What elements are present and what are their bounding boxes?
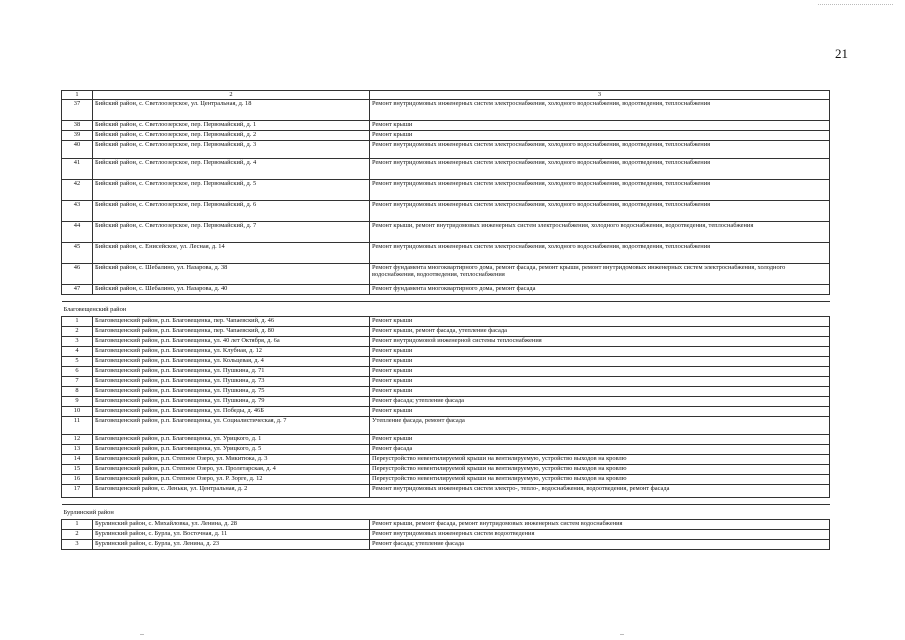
row-address: Благовещенский район, р.п. Степное Озеро, ул. Микитюка, д. 3: [93, 455, 370, 465]
header-col-3: 3: [370, 91, 830, 100]
row-address: Бурлинский район, с. Бурла, ул. Восточная, д. 11: [93, 530, 370, 540]
row-number: 37: [62, 100, 93, 121]
row-address: Благовещенский район, р.п. Благовещенка, ул. Социалистическая, д. 7: [93, 417, 370, 435]
row-work-type: Переустройство невентилируемой крыши на вентилируемую, устройство выходов на кровлю: [370, 455, 830, 465]
row-address: Бийский район, с. Светлоозерское, ул. Центральная, д. 18: [93, 100, 370, 121]
row-address: Бийский район, с. Светлоозерское, пер. Первомайский, д. 3: [93, 141, 370, 159]
table-row: [62, 337, 830, 347]
table-row: [62, 455, 830, 465]
repair-program-table: [61, 90, 830, 550]
table-row: [62, 445, 830, 455]
row-work-type: Ремонт крыши: [370, 317, 830, 327]
table-row: [62, 285, 830, 295]
row-address: Бурлинский район, с. Бурла, ул. Ленина, д. 23: [93, 540, 370, 550]
row-address: Бийский район, с. Светлоозерское, пер. Первомайский, д. 1: [93, 121, 370, 131]
table-row: [62, 530, 830, 540]
row-number: 1: [62, 317, 93, 327]
row-address: Благовещенский район, р.п. Благовещенка, пер. Чапаевский, д. 80: [93, 327, 370, 337]
row-work-type: Ремонт фасада: [370, 445, 830, 455]
table-row: [62, 131, 830, 141]
table-row: [62, 201, 830, 222]
row-work-type: Ремонт фундамента многоквартирного дома, ремонт фасада, ремонт крыши, ремонт внутридомовых инженерных систем электроснабжения, холодного водоснабжения, водоотведения, теплоснабжения: [370, 264, 830, 285]
section-spacer: [62, 498, 830, 505]
row-address: Бийский район, с. Светлоозерское, пер. Первомайский, д. 5: [93, 180, 370, 201]
row-address: Бийский район, с. Шебалино, ул. Назарова, д. 38: [93, 264, 370, 285]
row-work-type: Ремонт крыши: [370, 377, 830, 387]
table-row: [62, 387, 830, 397]
row-work-type: Ремонт крыши, ремонт фасада, ремонт внутридомовых инженерных систем водоснабжения: [370, 520, 830, 530]
row-address: Благовещенский район, р.п. Благовещенка, ул. Пушкина, д. 73: [93, 377, 370, 387]
row-address: Благовещенский район, р.п. Благовещенка, ул. 40 лет Октября, д. 6а: [93, 337, 370, 347]
row-work-type: Ремонт внутридомовых инженерных систем электроснабжения, холодного водоснабжения, водоотведения, теплоснабжения: [370, 100, 830, 121]
table-row: [62, 367, 830, 377]
table-row: [62, 100, 830, 121]
row-number: 42: [62, 180, 93, 201]
row-number: 8: [62, 387, 93, 397]
table-row: [62, 435, 830, 445]
row-number: 44: [62, 222, 93, 243]
row-number: 2: [62, 327, 93, 337]
table-row: [62, 397, 830, 407]
header-col-2: 2: [93, 91, 370, 100]
row-work-type: Ремонт крыши: [370, 387, 830, 397]
row-address: Бийский район, с. Светлоозерское, пер. Первомайский, д. 7: [93, 222, 370, 243]
row-address: Бийский район, с. Шебалино, ул. Назарова, д. 40: [93, 285, 370, 295]
row-number: 6: [62, 367, 93, 377]
row-number: 9: [62, 397, 93, 407]
row-number: 41: [62, 159, 93, 180]
table-row: [62, 317, 830, 327]
row-work-type: Утепление фасада, ремонт фасада: [370, 417, 830, 435]
spacer-cell: [62, 295, 830, 302]
row-number: 4: [62, 347, 93, 357]
row-number: 5: [62, 357, 93, 367]
section-header-row: [62, 505, 830, 520]
row-number: 1: [62, 520, 93, 530]
row-address: Благовещенский район, р.п. Благовещенка, ул. Пушкина, д. 75: [93, 387, 370, 397]
row-work-type: Ремонт крыши: [370, 131, 830, 141]
row-work-type: Ремонт внутридомовых инженерных систем электроснабжения, холодного водоснабжения, водоотведения, теплоснабжения: [370, 201, 830, 222]
row-work-type: Ремонт внутридомовой инженерной системы теплоснабжения: [370, 337, 830, 347]
table-row: [62, 347, 830, 357]
table-row: [62, 264, 830, 285]
table-row: [62, 475, 830, 485]
row-work-type: Ремонт внутридомовых инженерных систем электроснабжения, холодного водоснабжения, водоотведения, теплоснабжения: [370, 159, 830, 180]
row-work-type: Ремонт крыши: [370, 357, 830, 367]
row-work-type: Ремонт фасада; утепление фасада: [370, 540, 830, 550]
table-header-row: [62, 91, 830, 100]
row-address: Благовещенский район, с. Леньки, ул. Центральная, д. 2: [93, 485, 370, 498]
row-number: 3: [62, 337, 93, 347]
row-address: Благовещенский район, р.п. Благовещенка, ул. Урицкого, д. 1: [93, 435, 370, 445]
section-header-row: [62, 302, 830, 317]
row-address: Благовещенский район, р.п. Благовещенка, ул. Урицкого, д. 5: [93, 445, 370, 455]
table-row: [62, 485, 830, 498]
row-work-type: Ремонт внутридомовых инженерных систем электроснабжения, холодного водоснабжения, водоотведения, теплоснабжения: [370, 141, 830, 159]
spacer-cell: [62, 498, 830, 505]
section-title: Бурлинский район: [62, 505, 830, 520]
scan-artifact: [620, 634, 624, 635]
row-address: Бийский район, с. Светлоозерское, пер. Первомайский, д. 4: [93, 159, 370, 180]
table-row: [62, 243, 830, 264]
row-work-type: Ремонт крыши, ремонт фасада, утепление фасада: [370, 327, 830, 337]
row-number: 43: [62, 201, 93, 222]
header-col-1: 1: [62, 91, 93, 100]
scan-artifact: [140, 634, 144, 635]
row-work-type: Переустройство невентилируемой крыши на вентилируемую, устройство выходов на кровлю: [370, 475, 830, 485]
row-work-type: Ремонт внутридомовых инженерных систем водоотведения: [370, 530, 830, 540]
row-number: 2: [62, 530, 93, 540]
row-number: 13: [62, 445, 93, 455]
table-row: [62, 357, 830, 367]
row-work-type: Ремонт крыши: [370, 347, 830, 357]
table-row: [62, 417, 830, 435]
row-work-type: Ремонт крыши: [370, 407, 830, 417]
row-number: 16: [62, 475, 93, 485]
row-number: 46: [62, 264, 93, 285]
row-work-type: Ремонт внутридомовых инженерных систем электроснабжения, холодного водоснабжения, водоотведения, теплоснабжения: [370, 180, 830, 201]
table-row: [62, 327, 830, 337]
row-number: 11: [62, 417, 93, 435]
row-number: 7: [62, 377, 93, 387]
row-work-type: Ремонт фасада; утепление фасада: [370, 397, 830, 407]
row-number: 40: [62, 141, 93, 159]
table-row: [62, 180, 830, 201]
row-number: 15: [62, 465, 93, 475]
row-address: Бурлинский район, с. Михайловка, ул. Ленина, д. 28: [93, 520, 370, 530]
table-row: [62, 222, 830, 243]
row-work-type: Ремонт фундамента многоквартирного дома, ремонт фасада: [370, 285, 830, 295]
row-work-type: Ремонт крыши: [370, 121, 830, 131]
table-row: [62, 121, 830, 131]
row-number: 39: [62, 131, 93, 141]
row-number: 14: [62, 455, 93, 465]
table-row: [62, 159, 830, 180]
row-address: Благовещенский район, р.п. Благовещенка, ул. Победы, д. 46Б: [93, 407, 370, 417]
row-address: Благовещенский район, р.п. Благовещенка, пер. Чапаевский, д. 46: [93, 317, 370, 327]
row-number: 47: [62, 285, 93, 295]
table-row: [62, 141, 830, 159]
row-number: 17: [62, 485, 93, 498]
row-number: 12: [62, 435, 93, 445]
row-address: Благовещенский район, р.п. Благовещенка, ул. Пушкина, д. 79: [93, 397, 370, 407]
table-row: [62, 407, 830, 417]
row-work-type: Ремонт крыши: [370, 435, 830, 445]
row-number: 10: [62, 407, 93, 417]
row-number: 45: [62, 243, 93, 264]
table-body: [62, 91, 830, 550]
table-row: [62, 377, 830, 387]
row-address: Благовещенский район, р.п. Благовещенка, ул. Кольцевая, д. 4: [93, 357, 370, 367]
row-work-type: Ремонт крыши, ремонт внутридомовых инженерных систем электроснабжения, холодного водоснабжения, водоотведения, теплоснабжения: [370, 222, 830, 243]
section-spacer: [62, 295, 830, 302]
row-address: Благовещенский район, р.п. Степное Озеро, ул. Пролетарская, д. 4: [93, 465, 370, 475]
row-number: 3: [62, 540, 93, 550]
scan-artifact: [818, 4, 893, 6]
row-address: Бийский район, с. Светлоозерское, пер. Первомайский, д. 2: [93, 131, 370, 141]
table-row: [62, 540, 830, 550]
row-number: 38: [62, 121, 93, 131]
row-work-type: Ремонт внутридомовых инженерных систем электро-, тепло-, водоснабжения, водоотведения, ремонт фасада: [370, 485, 830, 498]
row-work-type: Ремонт внутридомовых инженерных систем электроснабжения, холодного водоснабжения, водоотведения, теплоснабжения: [370, 243, 830, 264]
row-work-type: Переустройство невентилируемой крыши на вентилируемую, устройство выходов на кровлю: [370, 465, 830, 475]
row-work-type: Ремонт крыши: [370, 367, 830, 377]
section-title: Благовещенский район: [62, 302, 830, 317]
row-address: Бийский район, с. Енисейское, ул. Лесная, д. 14: [93, 243, 370, 264]
table-row: [62, 465, 830, 475]
page-number: 21: [835, 46, 848, 61]
row-address: Благовещенский район, р.п. Благовещенка, ул. Клубная, д. 12: [93, 347, 370, 357]
row-address: Благовещенский район, р.п. Благовещенка, ул. Пушкина, д. 71: [93, 367, 370, 377]
table-row: [62, 520, 830, 530]
row-address: Благовещенский район, р.п. Степное Озеро, ул. Р. Зорге, д. 12: [93, 475, 370, 485]
row-address: Бийский район, с. Светлоозерское, пер. Первомайский, д. 6: [93, 201, 370, 222]
